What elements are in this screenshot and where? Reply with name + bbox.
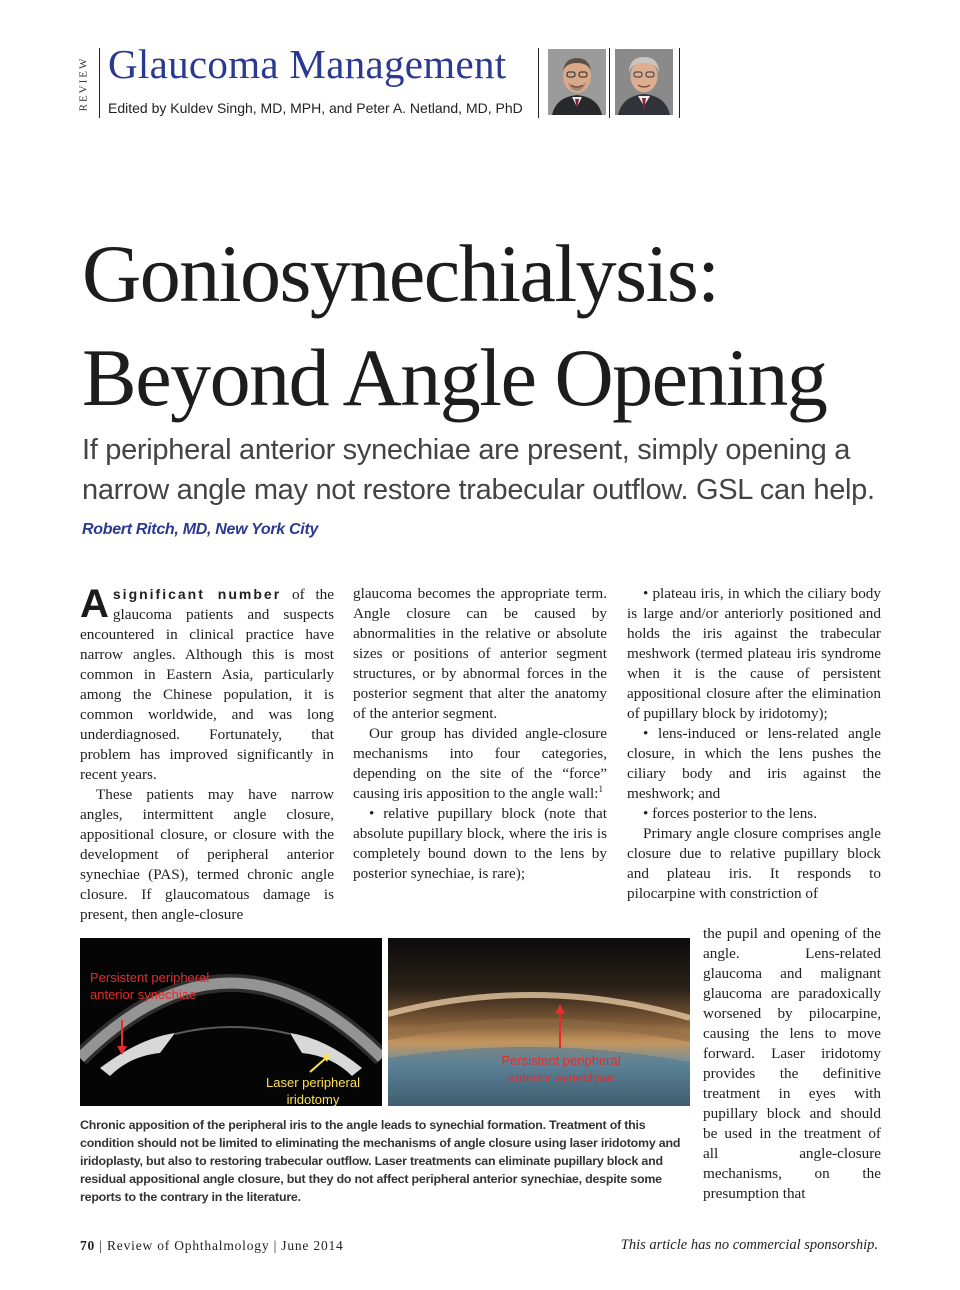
body-column-1 [80,584,334,925]
bullet-item: • plateau iris, in which the ciliary body is large and/or anteriorly positioned and holds the iris against the trabecular meshwork (termed plateau iris syndrome when it is the cause of persistent appositional closure after the elimination of pupillary block by iridotomy); [627,585,881,722]
figure-oct-image [80,938,382,1106]
bullet-item: • forces posterior to the lens. [643,805,818,822]
journal-name: Review of Ophthalmology [107,1238,270,1253]
article-title-line2: Beyond Angle Opening [82,332,827,423]
figure-gonioscopy-image [388,938,690,1106]
lead-in: significant number [112,586,282,602]
body-column-3 [627,584,881,904]
article-title-line1: Goniosynechialysis: [82,228,719,319]
bullet-item: • relative pupillary block (note that absolute pupillary block, where the iris is completely bound down to the lens by posterior synechiae, is rare); [353,805,607,882]
editor-portrait-singh [548,49,606,115]
author-byline: Robert Ritch, MD, New York City [82,521,319,538]
folio-separator: | [273,1238,278,1253]
header-divider-mid [538,48,539,118]
header-divider-right [679,48,680,118]
drop-cap: A [80,582,109,626]
header-divider-portraits [609,48,610,118]
article-title [82,222,902,430]
sponsorship-note: This article has no commercial sponsorship. [620,1237,878,1253]
body-column-3-wrap [703,924,881,1204]
body-paragraph [353,724,607,804]
bullet-item: • lens-induced or lens-related angle closure, in which the lens pushes the ciliary body and iris against the meshwork; and [627,725,881,802]
editors-credit: Edited by Kuldev Singh, MD, MPH, and Peter A. Netland, MD, PhD [108,100,523,116]
body-paragraph: Primary angle closure comprises angle closure due to relative pupillary block and plateau iris. It responds to pilocarpine with constriction of [627,825,881,902]
section-tag-label: REVIEW [77,56,90,112]
label-laser-iridotomy: Laser peripheral iridotomy [266,1075,360,1106]
page-folio [80,1238,344,1254]
article-deck: If peripheral anterior synechiae are present, simply opening a narrow angle may not restore trabecular outflow. GSL can help. [82,434,875,506]
folio-separator: | [99,1238,103,1253]
section-tag [72,50,94,118]
paragraph-text: of the glaucoma patients and suspects encountered in clinical practice have narrow angles. Although this is most common in Eastern Asia, particularly among the Chinese population, it is common worldwide, and was long underdiagnosed. Fortunately, that problem has improved significantly in recent years. [80,586,334,783]
body-paragraph: These patients may have narrow angles, intermittent angle closure, appositional closure, or closure with the development of peripheral anterior synechiae (PAS), termed chronic angle closure. If glaucomatous damage is present, then angle-closure [80,786,334,923]
body-paragraph: the pupil and opening of the angle. Lens-related glaucoma and malignant glaucoma are paradoxically worsened by pilocarpine, causing the lens to move forward. Laser iridotomy provides the definitive treatment in eyes with pupillary block and should be used in the treatment of all angle-closure mechanisms, on the presumption that [703,925,881,1202]
editor-portrait-netland [615,49,673,115]
department-title: Glaucoma Management [108,41,507,87]
body-paragraph: glaucoma becomes the appropriate term. Angle closure can be caused by abnormalities in the relative or absolute sizes or positions of anterior segment structures, or by abnormal forces in the posterior segment that alter the anatomy of the anterior segment. [353,585,607,722]
body-paragraph [80,584,334,785]
body-column-2 [353,584,607,884]
figure-caption: Chronic apposition of the peripheral iris to the angle leads to synechial formation. Treatment of this condition should not be limited to eliminating the mechanisms of angle closure using laser iridotomy and iridoplasty, but also to restoring trabecular outflow. Laser treatments can eliminate pupillary block and residual appositional angle closure, but they do not affect peripheral anterior synechiae, despite some reports to the contrary in the literature. [80,1118,681,1204]
issue-date: June 2014 [281,1238,344,1253]
paragraph-text: Our group has divided angle-closure mechanisms into four categories, depending on the site of the “force” causing iris apposition to the angle wall: [353,725,607,802]
label-pas-left: Persistent peripheral anterior synechiae [90,970,210,1002]
reference-marker: 1 [598,783,603,794]
header-divider-left [99,48,100,118]
label-pas-right: Persistent peripheral anterior synechiae [501,1053,621,1085]
page-number: 70 [80,1238,96,1253]
